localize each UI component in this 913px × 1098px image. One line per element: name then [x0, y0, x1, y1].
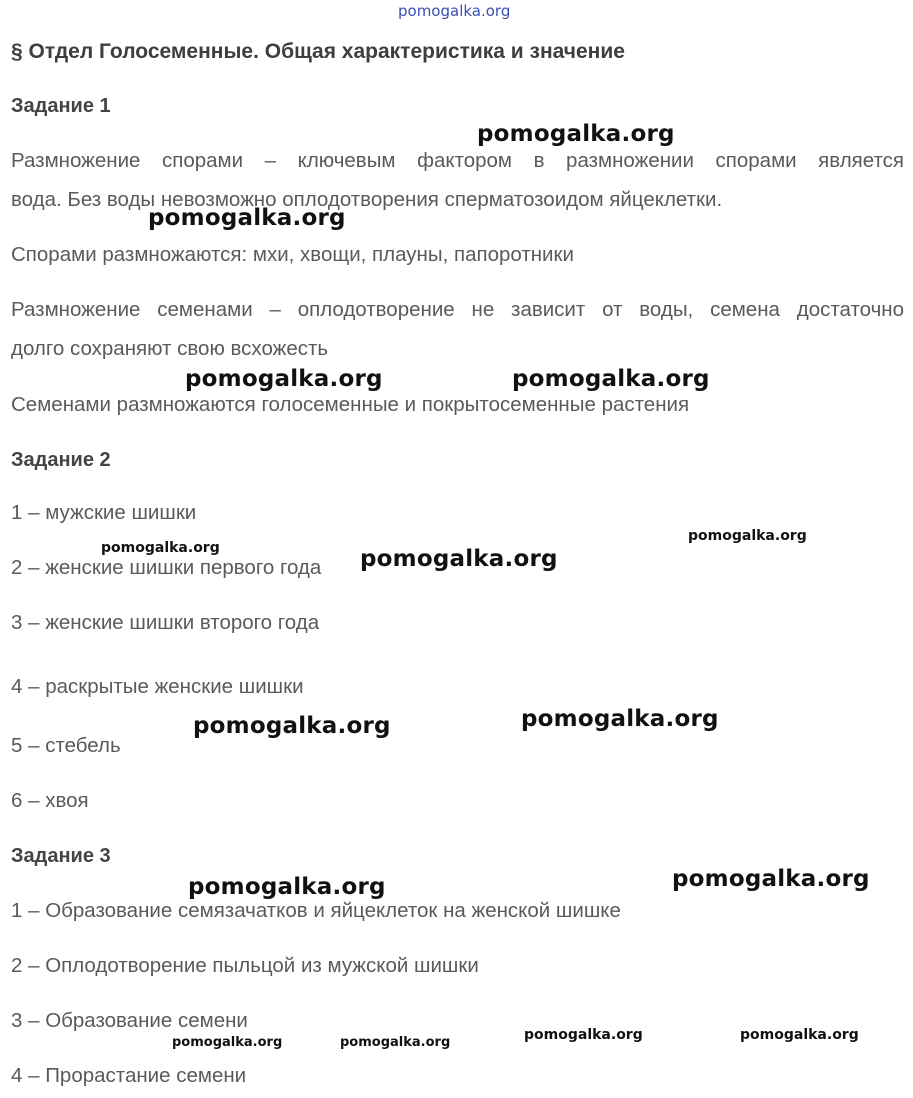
watermark: pomogalka.org [524, 1027, 643, 1043]
task3-item-2: 2 – Оплодотворение пыльцой из мужской шишки [11, 954, 479, 977]
watermark: pomogalka.org [672, 866, 870, 892]
watermark: pomogalka.org [340, 1035, 451, 1050]
task2-item-3: 3 – женские шишки второго года [11, 611, 320, 634]
task1-para2-line1: Размножение семенами – оплодотворение не зависит от воды, семена достаточно [11, 298, 904, 321]
watermark: pomogalka.org [740, 1027, 859, 1043]
watermark: pomogalka.org [193, 713, 391, 739]
task2-item-4: 4 – раскрытые женские шишки [11, 675, 304, 698]
watermark: pomogalka.org [101, 540, 220, 556]
watermark: pomogalka.org [512, 366, 710, 392]
task1-seeds-list: Семенами размножаются голосеменные и покрытосеменные растения [11, 393, 690, 416]
task1-para2-line2: долго сохраняют свою всхожесть [11, 337, 329, 360]
task1-para1-line2: вода. Без воды невозможно оплодотворения сперматозоидом яйцеклетки. [11, 188, 723, 211]
task3-heading: Задание 3 [11, 845, 111, 867]
task2-item-1: 1 – мужские шишки [11, 501, 197, 524]
task3-item-1: 1 – Образование семязачатков и яйцеклеток на женской шишке [11, 899, 621, 922]
watermark: pomogalka.org [188, 874, 386, 900]
task3-item-4: 4 – Прорастание семени [11, 1064, 247, 1087]
watermark: pomogalka.org [360, 546, 558, 572]
task2-item-5: 5 – стебель [11, 734, 121, 757]
watermark: pomogalka.org [477, 121, 675, 147]
task2-item-2: 2 – женские шишки первого года [11, 556, 322, 579]
watermark: pomogalka.org [185, 366, 383, 392]
task3-item-3: 3 – Образование семени [11, 1009, 248, 1032]
watermark: pomogalka.org [148, 205, 346, 231]
header-watermark: pomogalka.org [398, 2, 511, 20]
task2-item-6: 6 – хвоя [11, 789, 89, 812]
task1-para1-line1: Размножение спорами – ключевым фактором в размножении спорами является [11, 149, 904, 172]
page-title: § Отдел Голосеменные. Общая характеристика и значение [11, 40, 625, 63]
task1-heading: Задание 1 [11, 95, 111, 117]
task2-heading: Задание 2 [11, 449, 111, 471]
task1-spores-list: Спорами размножаются: мхи, хвощи, плауны, папоротники [11, 243, 574, 266]
watermark: pomogalka.org [172, 1035, 283, 1050]
watermark: pomogalka.org [521, 706, 719, 732]
watermark: pomogalka.org [688, 528, 807, 544]
